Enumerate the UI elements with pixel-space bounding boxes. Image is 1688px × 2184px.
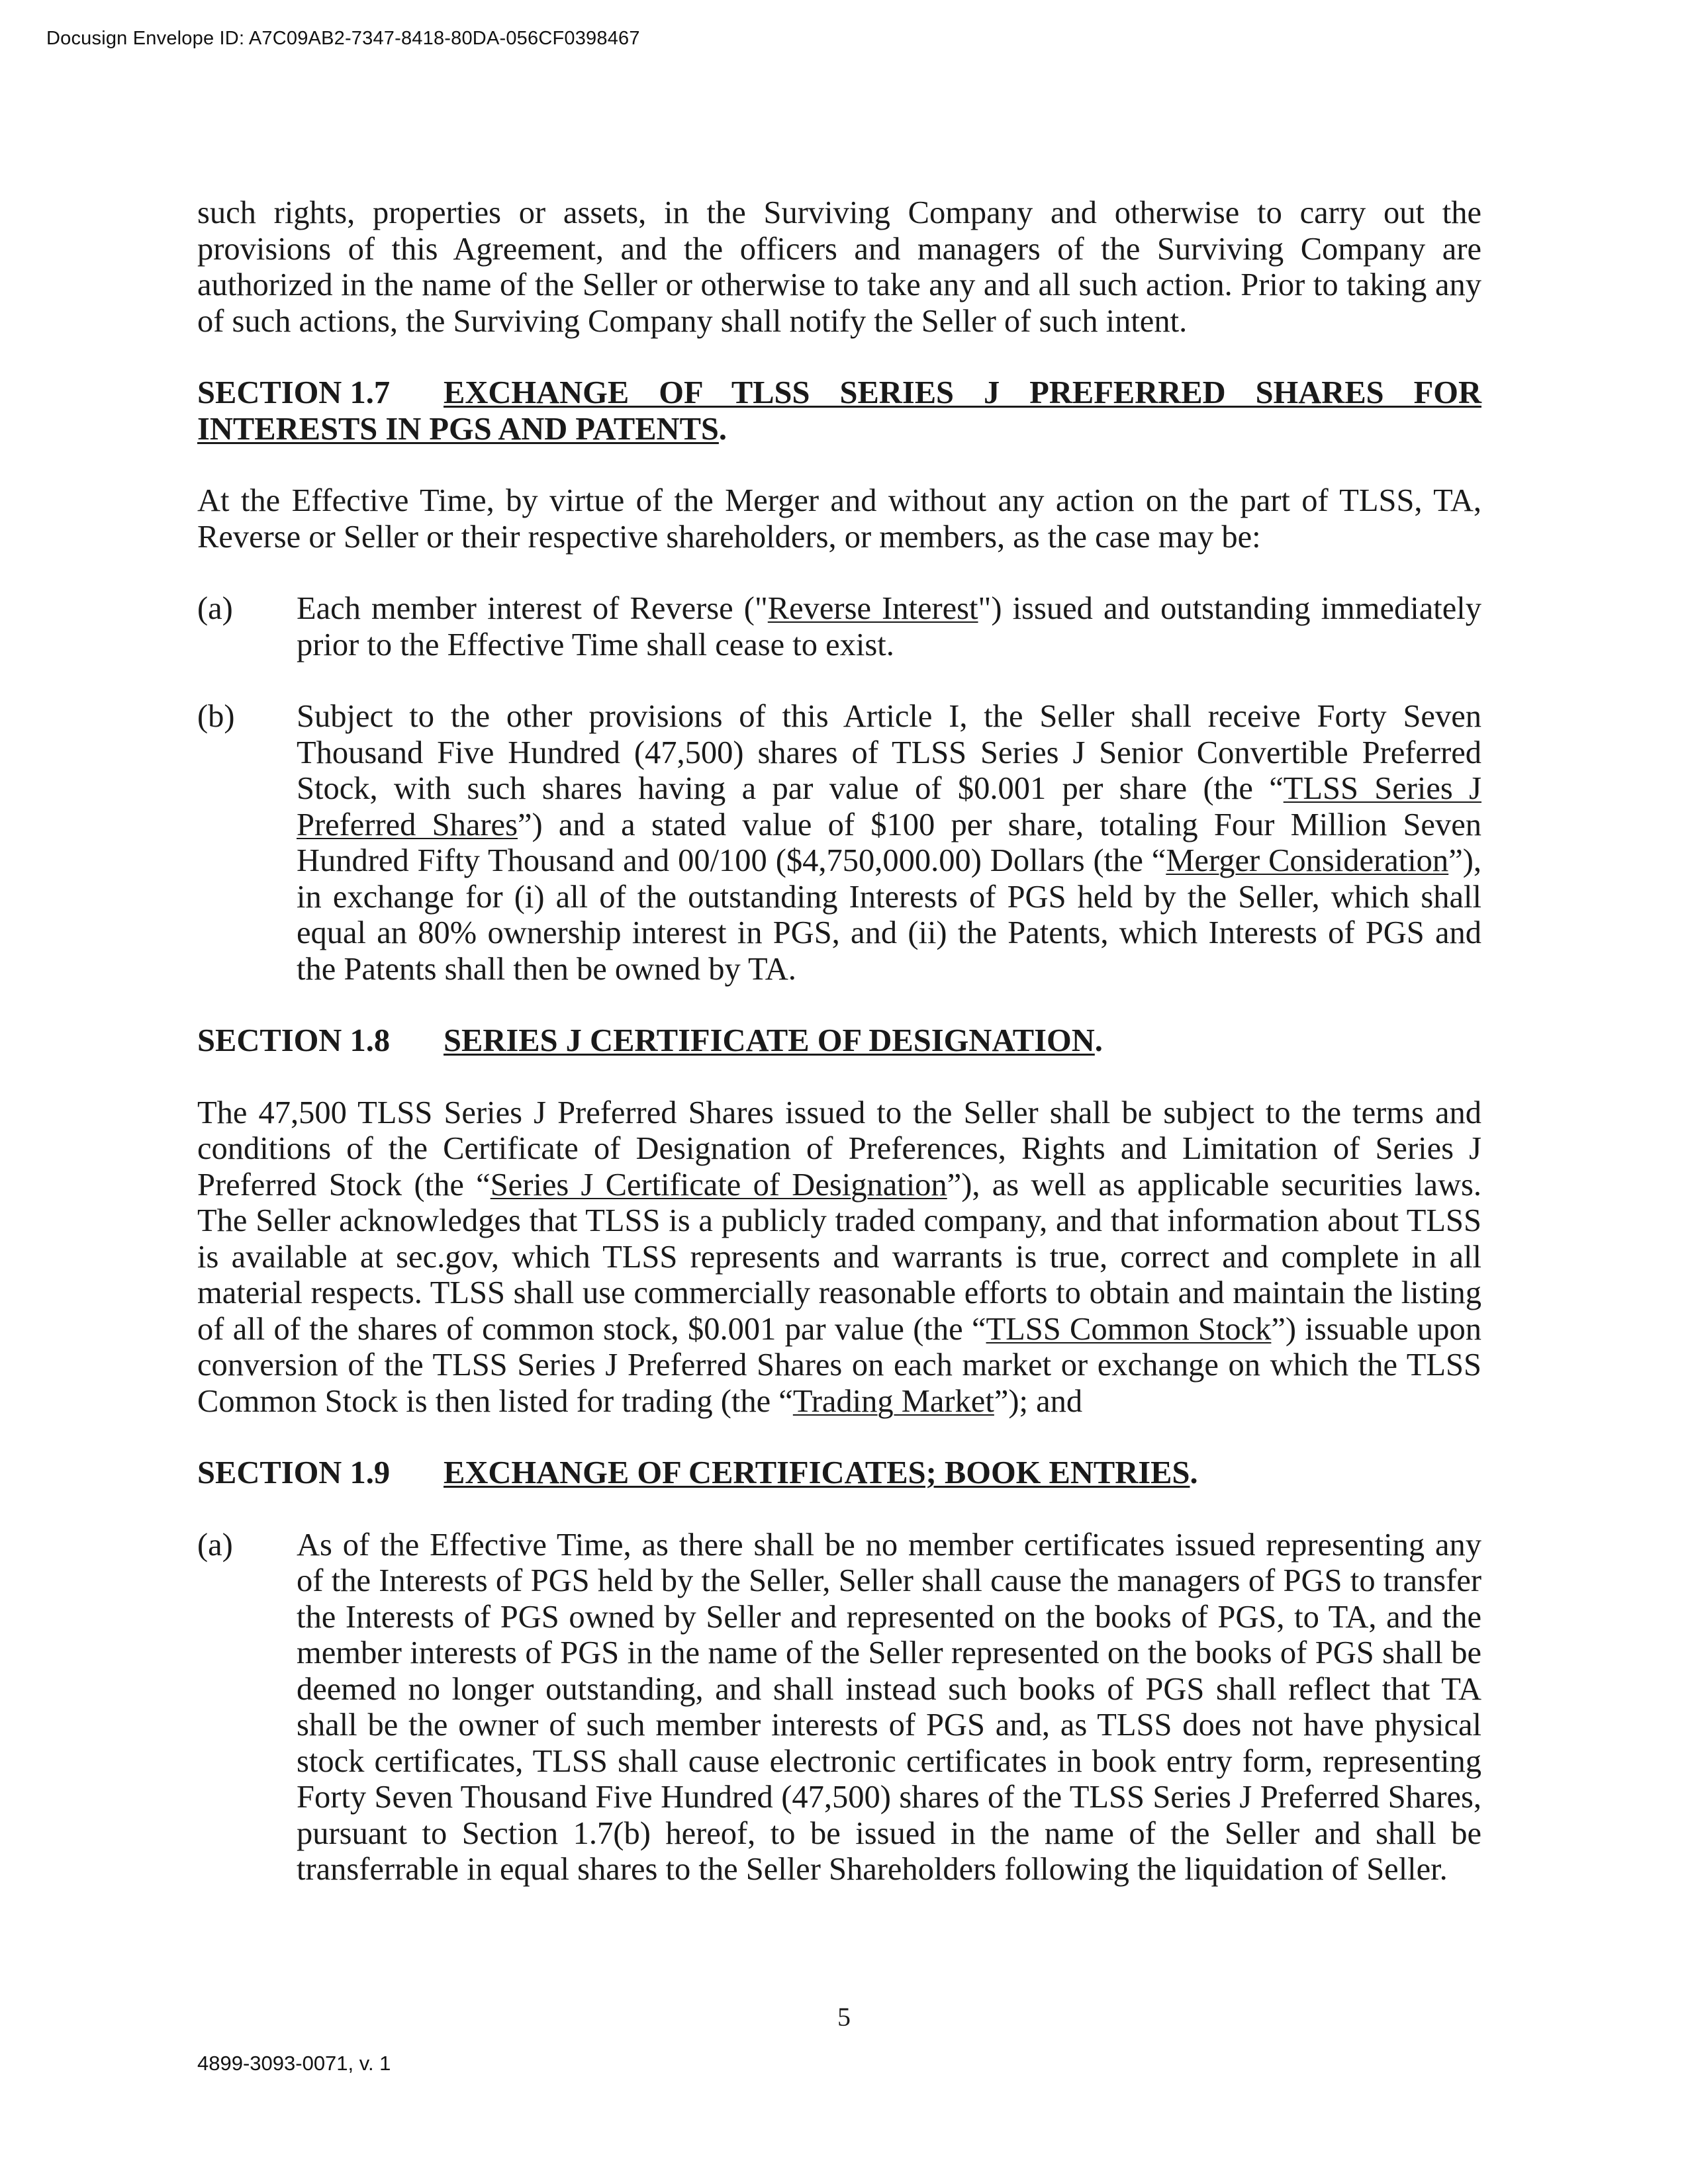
defined-term-merger-consideration: Merger Consideration (1166, 843, 1449, 878)
item-text-part: ”), in exchange for (i) all of the outstanding Interests of PGS held by the Seller, which shall equal an 80% ownership interest in PGS, and (ii) the Patents, which Interests of PGS and the Patents shall then be owned by TA. (297, 843, 1481, 987)
item-label: (a) (197, 1527, 233, 1563)
section-1-8-body (197, 1095, 1481, 1420)
section-1-7-title: EXCHANGE OF TLSS SERIES J PREFERRED SHARES FOR INTERESTS IN PGS AND PATENTS (197, 375, 1481, 447)
item-text-part: ”) and a stated value of $100 per share, totaling Four Million Seven Hundred Fifty Thousand and 00/100 ($4,750,000.00) Dollars (the “ (297, 807, 1481, 878)
defined-term-trading-market: Trading Market (792, 1383, 994, 1419)
item-text-part: ") issued and outstanding immediately prior to the Effective Time shall cease to exist. (297, 591, 1482, 662)
item-text: As of the Effective Time, as there shall be no member certificates issued representing any of the Interests of PGS held by the Seller, Seller shall cause the managers of PGS to transfer the Interests of PGS owned by Seller and represented on the books of PGS, to TA, and the member interests of PGS in the name of the Seller represented on the books of PGS shall be deemed no longer outstanding, and shall instead such books of PGS shall reflect that TA shall be the owner of such member interests of PGS and, as TLSS does not have physical stock certificates, TLSS shall cause electronic certificates in book entry form, representing Forty Seven Thousand Five Hundred (47,500) shares of the TLSS Series J Preferred Shares, pursuant to Section 1.7(b) hereof, to be issued in the name of the Seller and shall be transferrable in equal shares to the Seller Shareholders following the liquidation of Seller. (297, 1527, 1481, 1887)
item-text-part: Subject to the other provisions of this Article I, the Seller shall receive Forty Seven Thousand Five Hundred (47,500) shares of TLSS Series J Senior Convertible Preferred Stock, with such shares having a par value of $0.001 per share (the “ (297, 699, 1481, 806)
intro-paragraph: such rights, properties or assets, in the Surviving Company and otherwise to carry out the provisions of this Agreement, and the officers and managers of the Surviving Company are authorized in the name of the Seller or otherwise to take any and all such action. Prior to taking any of such actions, the Surviving Company shall notify the Seller of such intent. (197, 195, 1481, 339)
document-id: 4899-3093-0071, v. 1 (197, 2052, 391, 2075)
item-label: (b) (197, 699, 235, 734)
body-text-part: ”) issuable upon conversion of the TLSS Series J Preferred Shares on each market or exchange on which the TLSS Common Stock is then listed for trading (the “ (197, 1311, 1481, 1419)
item-text (297, 591, 1481, 663)
section-1-9-title: EXCHANGE OF CERTIFICATES; BOOK ENTRIES (444, 1455, 1190, 1490)
item-label: (a) (197, 591, 233, 626)
defined-term-series-j-certificate: Series J Certificate of Designation (490, 1167, 947, 1203)
defined-term-reverse-interest: Reverse Interest (767, 591, 978, 626)
section-1-8-number: SECTION 1.8 (197, 1023, 391, 1058)
section-1-9-period: . (1190, 1455, 1198, 1490)
section-1-8-heading (197, 1023, 1481, 1060)
section-1-9-number: SECTION 1.9 (197, 1455, 391, 1490)
body-text-part: ”), as well as applicable securities laws. The Seller acknowledges that TLSS is a publicly traded company, and that information about TLSS is available at sec.gov, which TLSS represents and warrants is true, correct and complete in all material respects. TLSS shall use commercially reasonable efforts to obtain and maintain the listing of all of the shares of common stock, $0.001 par value (the “ (197, 1167, 1481, 1347)
section-1-7-body: At the Effective Time, by virtue of the Merger and without any action on the part of TLSS, TA, Reverse or Seller or their respective shareholders, or members, as the case may be: (197, 483, 1481, 555)
section-1-8-title: SERIES J CERTIFICATE OF DESIGNATION (444, 1023, 1095, 1058)
body-text-part: The 47,500 TLSS Series J Preferred Shares issued to the Seller shall be subject to the terms and conditions of the Certificate of Designation of Preferences, Rights and Limitation of Series J Preferred Stock (the “ (197, 1095, 1481, 1203)
section-1-7-heading (197, 375, 1481, 447)
defined-term-tlss-series-j-preferred-shares: TLSS Series J Preferred Shares (297, 771, 1482, 842)
envelope-id: Docusign Envelope ID: A7C09AB2-7347-8418-80DA-056CF0398467 (46, 28, 640, 49)
section-1-9-item-a (197, 1527, 1481, 1888)
section-1-7-item-a (197, 591, 1481, 663)
item-text (297, 699, 1481, 987)
document-body (197, 195, 1481, 1924)
section-1-9-heading (197, 1455, 1481, 1492)
defined-term-tlss-common-stock: TLSS Common Stock (986, 1311, 1272, 1347)
section-1-7-item-b (197, 699, 1481, 987)
section-1-8-period: . (1094, 1023, 1103, 1058)
section-1-7-number: SECTION 1.7 (197, 375, 391, 410)
page-number: 5 (837, 2002, 851, 2032)
body-text-part: ”); and (994, 1383, 1083, 1419)
section-1-7-period: . (718, 411, 727, 447)
item-text-part: Each member interest of Reverse (" (297, 591, 768, 626)
